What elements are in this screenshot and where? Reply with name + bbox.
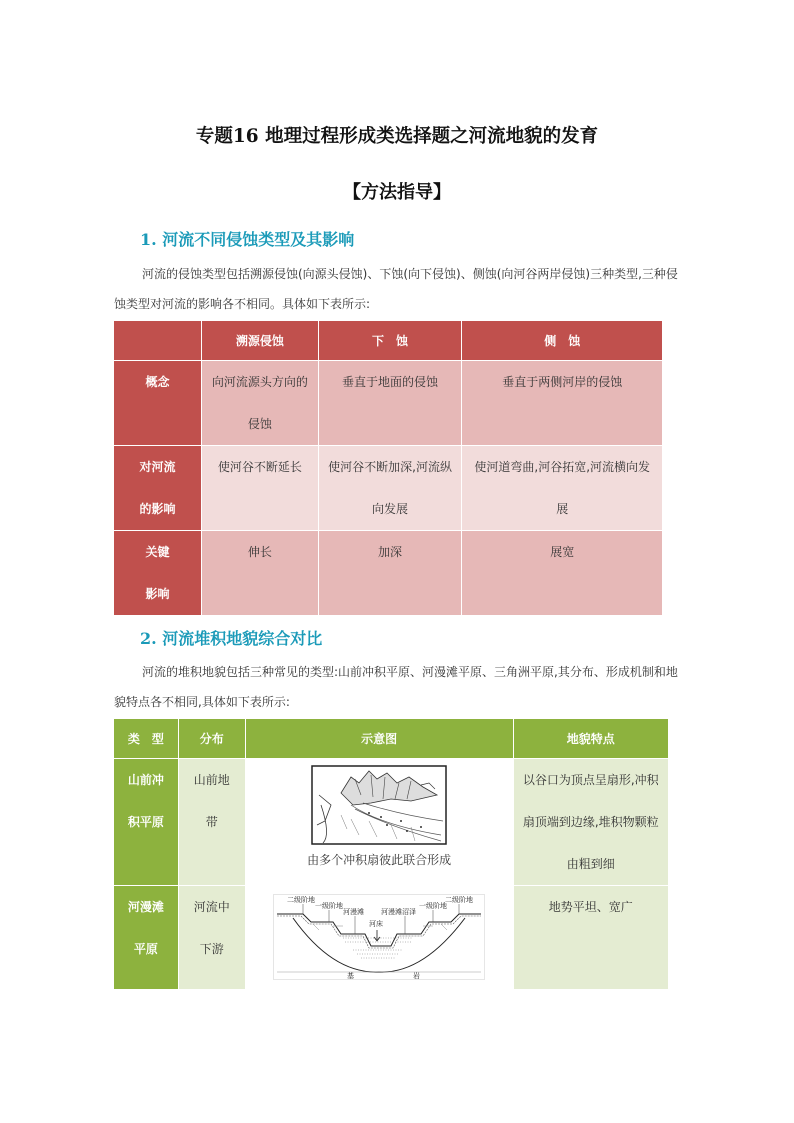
row-head: 对河流的影响 xyxy=(114,446,202,531)
table-header-cell: 侧 蚀 xyxy=(462,321,663,361)
deposition-table xyxy=(113,718,669,990)
label-bedrock-2: 岩 xyxy=(413,972,421,980)
section2-paragraph-text: 河流的堆积地貌包括三种常见的类型:山前冲积平原、河漫滩平原、三角洲平原,其分布、形成机制和地貌特点各不相同,具体如下表所示: xyxy=(114,665,678,709)
row-head: 河漫滩平原 xyxy=(114,886,179,990)
table-cell: 垂直于两侧河岸的侵蚀 xyxy=(462,361,663,446)
label-riverbed: 河床 xyxy=(369,920,384,928)
page-subtitle: 【方法指导】 xyxy=(343,182,451,203)
table-row xyxy=(114,361,663,446)
table-header-cell: 下 蚀 xyxy=(318,321,462,361)
floodplain-diagram xyxy=(273,894,485,980)
table-row xyxy=(114,531,663,616)
table-cell: 地势平坦、宽广 xyxy=(513,886,668,990)
row-head: 概念 xyxy=(114,361,202,446)
diagram-cell xyxy=(245,886,513,990)
section2-paragraph xyxy=(114,657,680,717)
table-header-cell: 类 型 xyxy=(114,719,179,759)
table-cell: 使河谷不断加深,河流纵向发展 xyxy=(318,446,462,531)
page-title: 专题16 地理过程形成类选择题之河流地貌的发育 xyxy=(195,126,599,147)
section1-heading: 1. 河流不同侵蚀类型及其影响 xyxy=(140,230,355,249)
section1-paragraph-text: 河流的侵蚀类型包括溯源侵蚀(向源头侵蚀)、下蚀(向下侵蚀)、侧蚀(向河谷两岸侵蚀)三种类型,三种侵蚀类型对河流的影响各不相同。具体如下表所示: xyxy=(114,267,678,311)
label-floodplain: 河漫滩 xyxy=(343,908,365,916)
table-header-row xyxy=(114,321,663,361)
table-header-cell: 分布 xyxy=(178,719,245,759)
table-header-row xyxy=(114,719,669,759)
table-cell: 以谷口为顶点呈扇形,冲积扇顶端到边缘,堆积物颗粒由粗到细 xyxy=(513,759,668,886)
label-terrace-1-left: 一级阶地 xyxy=(315,902,344,910)
row-head: 关键影响 xyxy=(114,531,202,616)
table-header-cell: 地貌特点 xyxy=(513,719,668,759)
label-bedrock-1: 基 xyxy=(347,972,355,980)
table-row xyxy=(114,886,669,990)
label-terrace-2-right: 二级阶地 xyxy=(445,896,474,904)
table-cell: 展宽 xyxy=(462,531,663,616)
table-cell: 向河流源头方向的侵蚀 xyxy=(201,361,318,446)
table-cell: 使河道弯曲,河谷拓宽,河流横向发展 xyxy=(462,446,663,531)
table-cell: 使河谷不断延长 xyxy=(201,446,318,531)
table-cell: 加深 xyxy=(318,531,462,616)
section1-paragraph xyxy=(114,259,680,319)
table-cell: 河流中下游 xyxy=(178,886,245,990)
diagram-cell xyxy=(245,759,513,886)
erosion-table xyxy=(113,320,663,616)
table-row xyxy=(114,759,669,886)
label-floodplain-swamp: 河漫滩沼泽 xyxy=(381,908,417,916)
alluvial-fan-diagram xyxy=(311,765,447,845)
label-terrace-2-left: 二级阶地 xyxy=(287,896,316,904)
row-head: 山前冲积平原 xyxy=(114,759,179,886)
table-header-cell: 示意图 xyxy=(245,719,513,759)
table-cell: 垂直于地面的侵蚀 xyxy=(318,361,462,446)
label-terrace-1-right: 一级阶地 xyxy=(419,902,448,910)
table-header-cell: 溯源侵蚀 xyxy=(201,321,318,361)
section2-heading: 2. 河流堆积地貌综合对比 xyxy=(140,629,323,648)
table-cell: 山前地带 xyxy=(178,759,245,886)
diagram-caption: 由多个冲积扇彼此联合形成 xyxy=(307,853,452,867)
table-row xyxy=(114,446,663,531)
table-cell: 伸长 xyxy=(201,531,318,616)
table-header-cell xyxy=(114,321,202,361)
